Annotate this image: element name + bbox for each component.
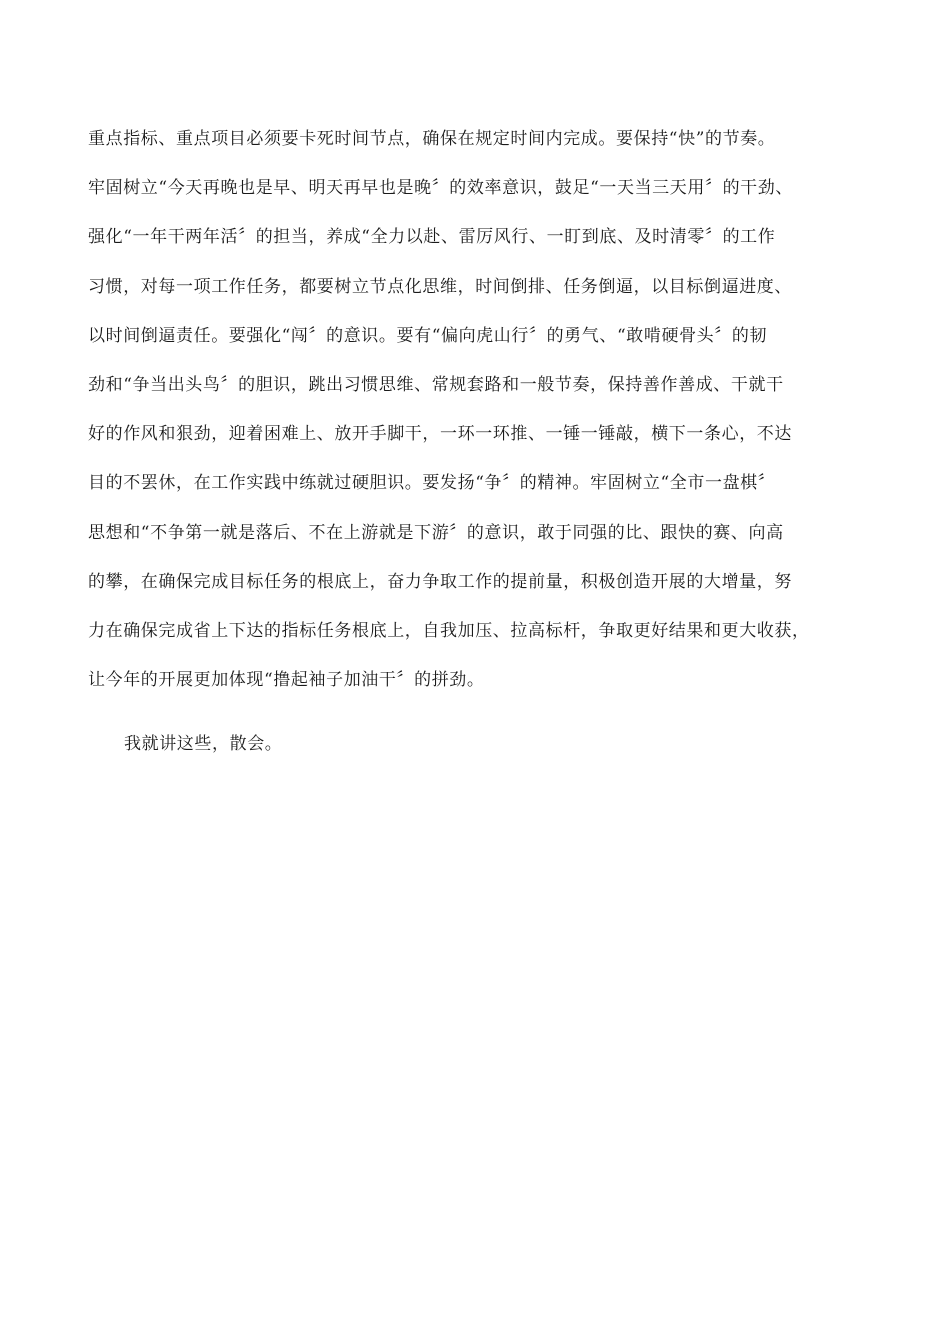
paragraph-line: 强化“一年干两年活〞的担当，养成“全力以赴、雷厉风行、一盯到底、及时清零〞的工作 (88, 227, 776, 248)
paragraph-line: 以时间倒逼责任。要强化“闯〞的意识。要有“偏向虎山行〞的勇气、“敢啃硬骨头〞的韧 (88, 325, 768, 346)
paragraph-line: 的攀，在确保完成目标任务的根底上，奋力争取工作的提前量，积极创造开展的大增量，努 (88, 571, 792, 592)
paragraph-line: 牢固树立“今天再晚也是早、明天再早也是晚〞的效率意识，鼓足“一天当三天用〞的干劲、 (88, 178, 793, 199)
paragraph-line: 思想和“不争第一就是落后、不在上游就是下游〞的意识，敢于同强的比、跟快的赛、向高 (88, 522, 784, 543)
paragraph-line: 力在确保完成省上下达的指标任务根底上，自我加压、拉高标杆，争取更好结果和更大收获， (88, 620, 810, 641)
paragraph-line: 目的不罢休，在工作实践中练就过硬胆识。要发扬“争〞的精神。牢固树立“全市一盘棋〞 (88, 473, 776, 494)
body-paragraph (88, 122, 868, 712)
closing-line: 我就讲这些，散会。 (124, 734, 283, 754)
paragraph-line: 习惯，对每一项工作任务，都要树立节点化思维，时间倒排、任务倒逼，以目标倒逼进度、 (88, 276, 792, 297)
paragraph-line: 劲和“争当出头鸟〞的胆识，跳出习惯思维、常规套路和一般节奏，保持善作善成、干就干 (88, 374, 784, 395)
paragraph-line: 重点指标、重点项目必须要卡死时间节点，确保在规定时间内完成。要保持“快”的节奏。 (88, 129, 776, 149)
paragraph-line: 让今年的开展更加体现“撸起袖子加油干〞的拼劲。 (88, 670, 485, 691)
paragraph-line: 好的作风和狠劲，迎着困难上、放开手脚干，一环一环推、一锤一锤敲，横下一条心，不达 (88, 424, 792, 445)
